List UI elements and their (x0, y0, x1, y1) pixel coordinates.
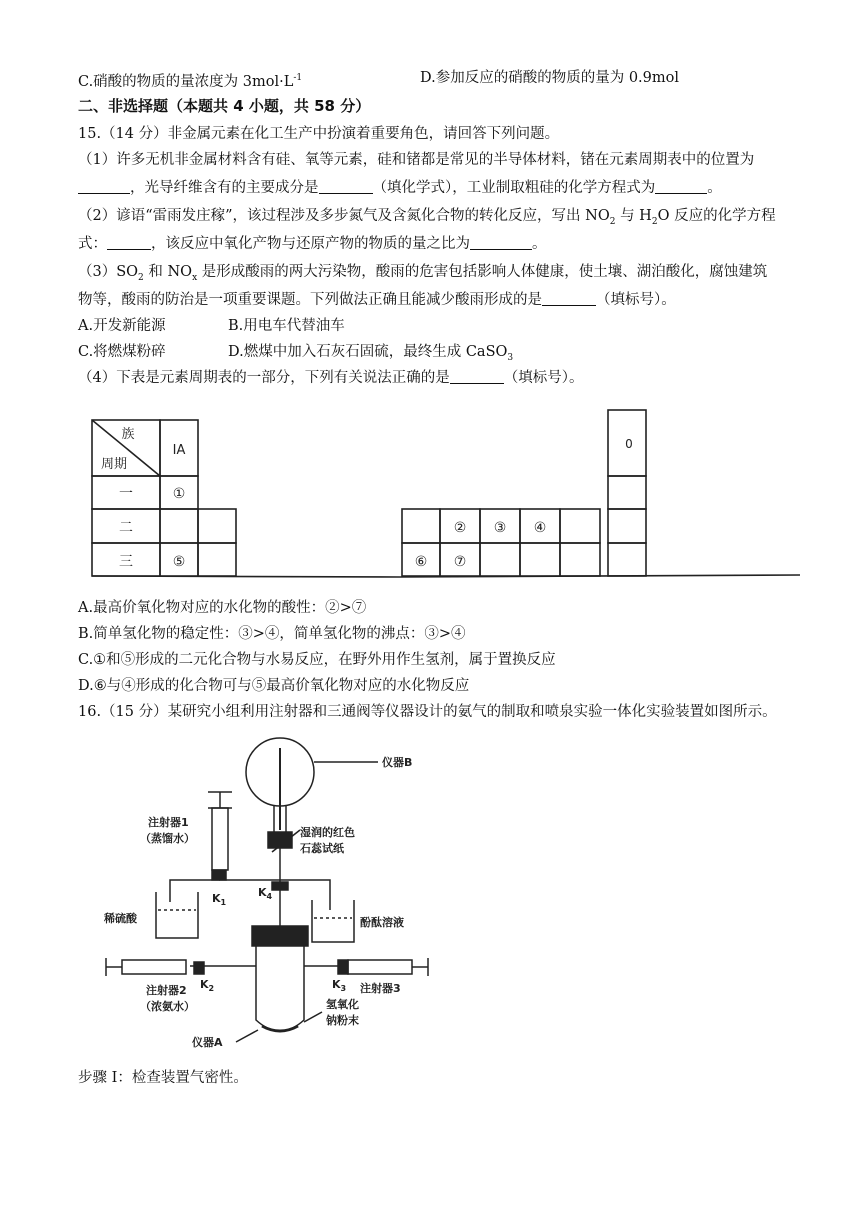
q14-option-c-text: C.硝酸的物质的量浓度为 3mol·L (78, 73, 294, 90)
table-header-period: 周期 (100, 457, 128, 472)
q15-part4-text-b: （填标号）。 (503, 370, 584, 386)
q15-part3-option-c: C.将燃煤粉碎 (78, 344, 166, 360)
label-syringe1-content: （蒸馏水） (140, 832, 195, 845)
label-k3 (332, 978, 346, 993)
q16-step1: 步骤 I：检查装置气密性。 (78, 1070, 248, 1086)
element-mark-3: ③ (493, 520, 507, 536)
q15-part1-text-b: （填化学式），工业制取粗硅的化学方程式为 (372, 180, 656, 196)
subscript: 2 (651, 216, 658, 227)
label-instrument-a: 仪器A (192, 1036, 223, 1049)
label-dilute-acid: 稀硫酸 (104, 912, 137, 925)
answer-blank[interactable] (655, 179, 707, 194)
label-k4-letter: K (258, 886, 267, 899)
answer-blank[interactable] (107, 235, 151, 250)
q15-part1-line1: （1）许多无机非金属材料含有硅、氧等元素，硅和锗都是常见的半导体材料，锗在元素周期表中的位置为 (78, 152, 755, 168)
q14-option-c-sup: -1 (293, 73, 303, 83)
label-syringe2-name: 注射器2 (146, 984, 187, 997)
apparatus-diagram (100, 730, 560, 1050)
q15-part4-option-d: D.⑥与④形成的化合物可与⑤最高价氧化物对应的水化物反应 (78, 678, 470, 694)
label-k1-letter: K (212, 892, 221, 905)
q15-part4-option-b: B.简单氢化物的稳定性：③>④，简单氢化物的沸点：③>④ (78, 626, 466, 642)
q15-part3-option-b: B.用电车代替油车 (228, 318, 345, 334)
q15-part3-option-d-text: D.燃煤中加入石灰石固硫，最终生成 CaSO (228, 344, 508, 360)
q15-part3-text-a: （3）SO (78, 264, 139, 280)
q15-part2-text-a: （2）谚语“雷雨发庄稼”，该过程涉及多步氮气及含氮化合物的转化反应，写出 NO (78, 208, 610, 224)
q15-part1-text-a: ，光导纤维含有的主要成分是 (130, 180, 319, 196)
label-k2 (200, 978, 214, 993)
answer-blank[interactable] (450, 369, 504, 384)
q15-part2-text-d: 式： (78, 236, 107, 252)
q16-stem: 16.（15 分）某研究小组利用注射器和三通阀等仪器设计的氨气的制取和喷泉实验一体化实验装置如图所示。 (78, 704, 777, 720)
q14-option-c (78, 68, 302, 92)
label-litmus-line1: 湿润的红色 (300, 826, 355, 839)
label-k2-letter: K (200, 978, 209, 991)
label-instrument-b: 仪器B (382, 756, 413, 769)
section-heading: 二、非选择题（本题共 4 小题，共 58 分） (78, 97, 371, 115)
subscript: 2 (138, 272, 144, 283)
label-naoh-line2: 钠粉末 (326, 1014, 359, 1027)
q15-part3-text-e: （填标号）。 (596, 292, 676, 308)
table-col-zero: 0 (625, 437, 633, 451)
element-mark-1: ① (172, 486, 186, 502)
label-k4-sub: 4 (266, 892, 273, 901)
label-k4 (258, 886, 273, 901)
q15-part2-text-c: O 反应的化学方程 (657, 208, 776, 224)
answer-blank[interactable] (78, 179, 130, 194)
label-syringe2-content: （浓氨水） (140, 1000, 195, 1013)
label-k1 (212, 892, 227, 907)
element-mark-6: ⑥ (414, 554, 428, 570)
q15-part3-option-d-sub: 3 (507, 352, 514, 363)
subscript: x (192, 272, 198, 283)
q15-stem: 15.（14 分）非金属元素在化工生产中扮演着重要角色，请回答下列问题。 (78, 126, 560, 142)
q15-part3-line2 (78, 290, 676, 310)
periodic-table-figure (40, 396, 840, 586)
table-row-2: 二 (119, 520, 133, 536)
q15-part1-text-c: 。 (707, 180, 722, 196)
q15-part3-option-a: A.开发新能源 (78, 318, 166, 334)
table-col-ia: ⅠA (172, 443, 186, 458)
answer-blank[interactable] (542, 291, 596, 306)
q15-part2-line2 (78, 234, 547, 254)
label-k1-sub: 1 (220, 898, 227, 907)
label-k2-sub: 2 (208, 984, 215, 993)
answer-blank[interactable] (470, 235, 532, 250)
table-row-1: 一 (119, 486, 133, 502)
label-k3-sub: 3 (340, 984, 347, 993)
answer-blank[interactable] (319, 179, 373, 194)
q15-part2-line1 (78, 206, 776, 232)
element-mark-4: ④ (533, 520, 547, 536)
table-header-group: 族 (121, 427, 135, 442)
q15-part3-option-d (228, 342, 513, 368)
q15-part3-text-b: 和 NO (148, 264, 193, 280)
q15-part3-text-d: 物等，酸雨的防治是一项重要课题。下列做法正确且能减少酸雨形成的是 (78, 292, 542, 308)
q15-part3-line1 (78, 262, 767, 288)
label-litmus-line2: 石蕊试纸 (300, 842, 344, 855)
q14-option-d: D.参加反应的硝酸的物质的量为 0.9mol (420, 70, 680, 86)
element-mark-2: ② (453, 520, 467, 536)
subscript: 2 (609, 216, 616, 227)
q15-part1-line2 (78, 178, 722, 198)
table-row-3: 三 (119, 554, 133, 570)
element-mark-7: ⑦ (453, 554, 467, 570)
label-phenolphthalein: 酚酞溶液 (360, 916, 404, 929)
q15-part4-option-c: C.①和⑤形成的二元化合物与水易反应，在野外用作生氢剂，属于置换反应 (78, 652, 556, 668)
q15-part3-text-c: 是形成酸雨的两大污染物，酸雨的危害包括影响人体健康，使土壤、湖泊酸化，腐蚀建筑 (201, 264, 768, 280)
label-syringe1-name: 注射器1 (148, 816, 189, 829)
label-syringe3: 注射器3 (360, 982, 401, 995)
q15-part2-text-e: ，该反应中氧化产物与还原产物的物质的量之比为 (151, 236, 470, 252)
label-naoh-line1: 氢氧化 (326, 998, 359, 1011)
q15-part2-text-b: 与 H (620, 208, 652, 224)
q15-part4-option-a: A.最高价氧化物对应的水化物的酸性：②>⑦ (78, 600, 367, 616)
label-k3-letter: K (332, 978, 341, 991)
q15-part4-line (78, 368, 583, 388)
element-mark-5: ⑤ (172, 554, 186, 570)
q15-part2-text-f: 。 (532, 236, 547, 252)
q15-part4-text-a: （4）下表是元素周期表的一部分，下列有关说法正确的是 (78, 370, 450, 386)
